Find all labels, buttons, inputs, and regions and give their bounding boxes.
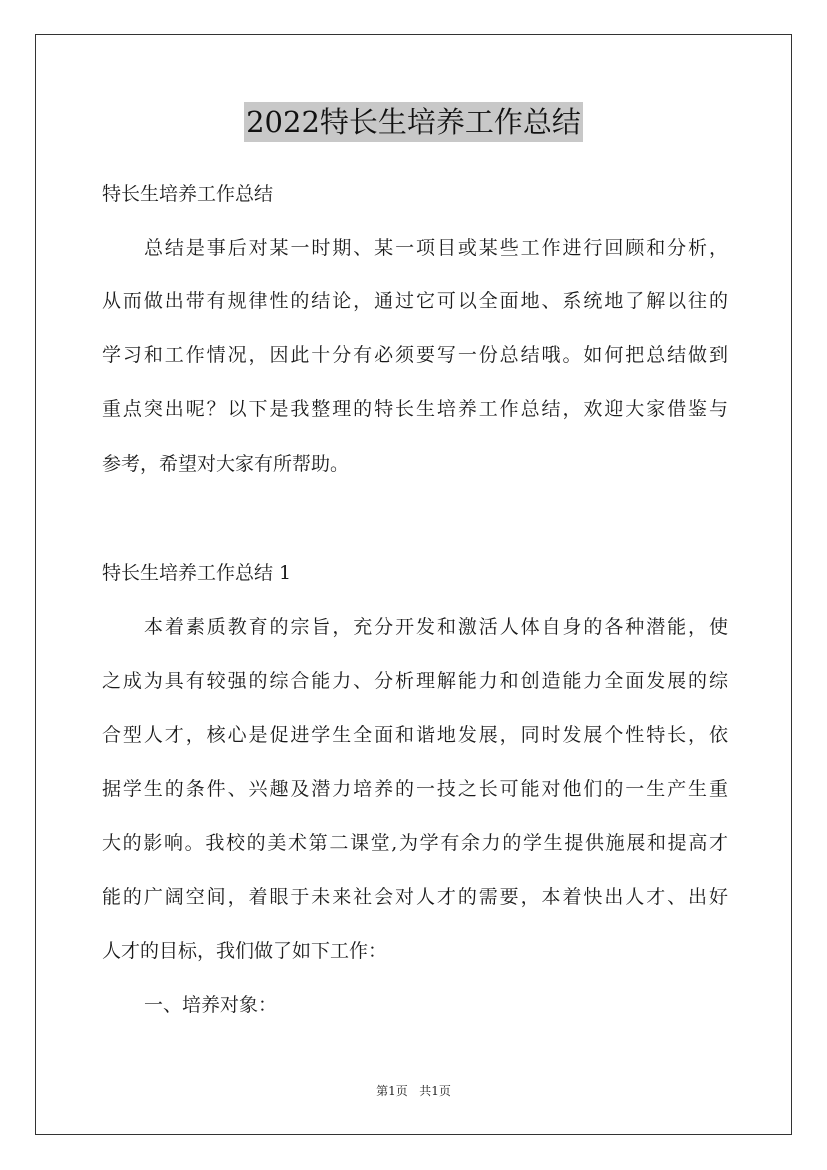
intro-line: 从而做出带有规律性的结论，通过它可以全面地、系统地了解以往的 [102, 290, 728, 312]
intro-line: 学习和工作情况，因此十分有必须要写一份总结哦。如何把总结做到 [102, 344, 728, 366]
page-total: 共1页 [419, 1084, 451, 1098]
section-heading: 特长生培养工作总结 1 [102, 562, 292, 584]
intro-line: 重点突出呢？以下是我整理的特长生培养工作总结，欢迎大家借鉴与 [102, 398, 728, 420]
intro-line: 参考，希望对大家有所帮助。 [102, 453, 350, 475]
section-paragraph-line: 本着素质教育的宗旨，充分开发和激活人体自身的各种潜能，使 [144, 616, 728, 638]
section-paragraph-line: 之成为具有较强的综合能力、分析理解能力和创造能力全面发展的综 [102, 670, 728, 692]
title-container [0, 102, 827, 142]
document-subtitle: 特长生培养工作总结 [102, 183, 274, 205]
section-paragraph-line: 能的广阔空间，着眼于未来社会对人才的需要，本着快出人才、出好 [102, 886, 728, 908]
section-paragraph-line: 大的影响。我校的美术第二课堂,为学有余力的学生提供施展和提高才 [102, 832, 728, 854]
page-number: 第1页 [376, 1084, 408, 1098]
section-paragraph-line: 合型人才，核心是促进学生全面和谐地发展，同时发展个性特长，依 [102, 724, 728, 746]
subheading: 一、培养对象： [144, 994, 278, 1016]
page-footer [0, 1083, 827, 1099]
intro-line: 总结是事后对某一时期、某一项目或某些工作进行回顾和分析， [144, 237, 728, 259]
document-title: 2022特长生培养工作总结 [244, 102, 583, 142]
section-paragraph-line: 人才的目标，我们做了如下工作： [102, 940, 388, 962]
section-paragraph-line: 据学生的条件、兴趣及潜力培养的一技之长可能对他们的一生产生重 [102, 778, 728, 800]
